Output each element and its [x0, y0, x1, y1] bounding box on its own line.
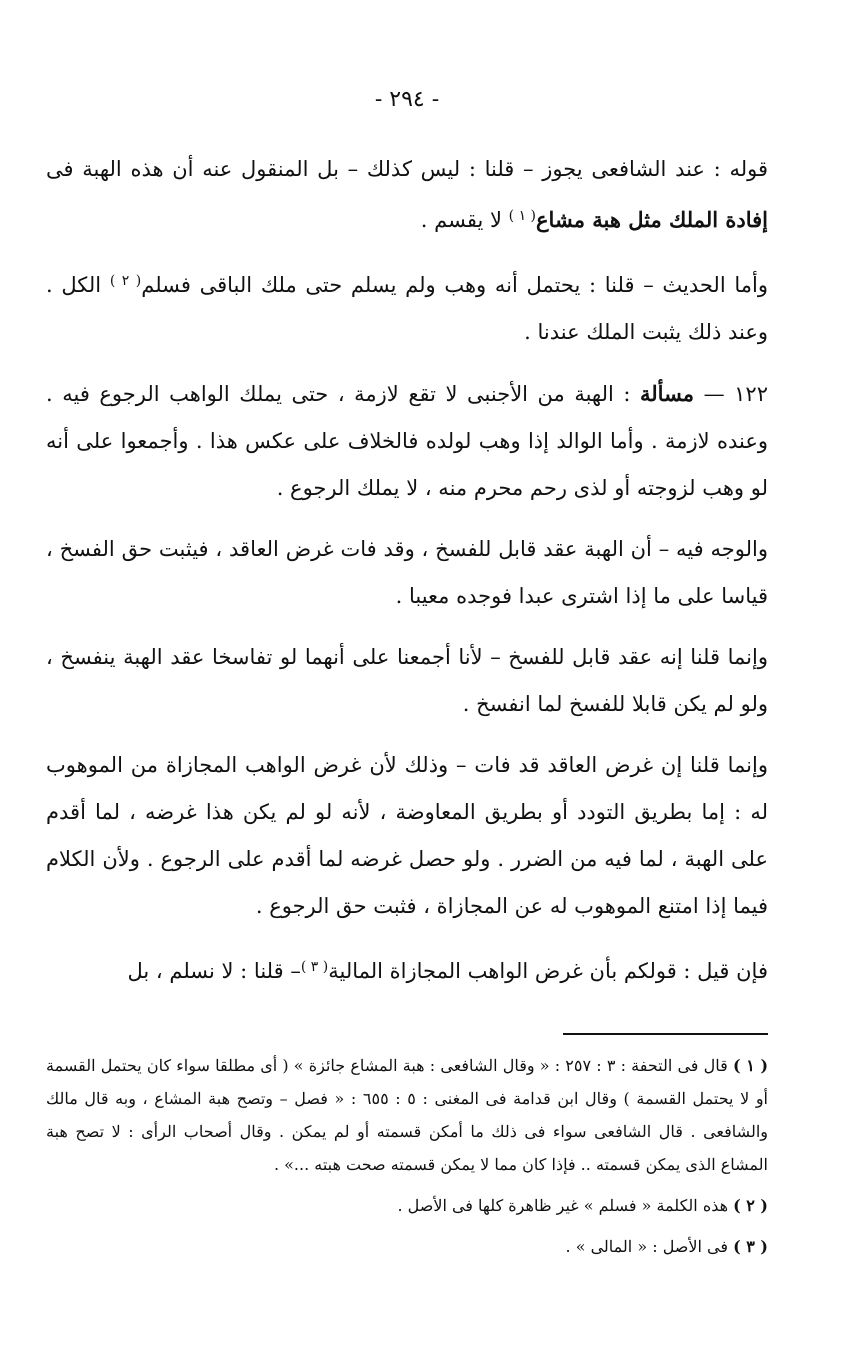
paragraph-1 — [46, 146, 768, 244]
paragraph-7 — [46, 944, 768, 995]
paragraph-1-text-b: لا يقسم . — [420, 208, 509, 232]
footnote-1 — [46, 1049, 768, 1181]
footnote-ref-1: ( ١ ) — [508, 208, 537, 224]
paragraph-7-text-b: – قلنا : لا نسلم ، بل — [127, 959, 301, 983]
footnote-3-mark: ( ٣ ) — [733, 1237, 768, 1256]
footnote-ref-2: ( ٢ ) — [109, 273, 142, 289]
paragraph-5: وإنما قلنا إنه عقد قابل للفسخ – لأنا أجمعنا على أنهما لو تفاسخا عقد الهبة ينفسخ ، ولو لم يكن قابلا للفسخ لما انفسخ . — [46, 645, 768, 716]
paragraph-1-bold: إفادة الملك مثل هبة مشاع — [536, 207, 768, 232]
paragraph-7-text-a: فإن قيل : قولكم بأن غرض الواهب المجازاة المالية — [328, 959, 768, 983]
footnote-2-text: هذه الكلمة « فسلم » غير ظاهرة كلها فى الأصل . — [397, 1196, 734, 1215]
footnote-2 — [46, 1189, 768, 1222]
main-text — [46, 146, 768, 995]
paragraph-1-text-a: قوله : عند الشافعى يجوز – قلنا : ليس كذلك – بل المنقول عنه أن هذه الهبة فى — [46, 157, 768, 181]
issue-heading: مسألة — [640, 381, 695, 406]
paragraph-6: وإنما قلنا إن غرض العاقد قد فات – وذلك لأن غرض الواهب المجازاة من الموهوب له : إما بطريق التودد أو بطريق المعاوضة ، لأنه لو لم يكن هذا غرضه ، لما أقدم على الهبة ، لما فيه من الضرر . ولو حصل غرضه لما أقدم على الرجوع . ولأن الكلام فيما إذا امتنع الموهوب له عن المجازاة ، فثبت حق الرجوع . — [46, 753, 768, 918]
footnote-1-mark: ( ١ ) — [732, 1056, 769, 1075]
page-number: - ٢٩٤ - — [374, 87, 440, 112]
issue-number: ١٢٢ — — [694, 382, 768, 406]
paragraph-3 — [46, 370, 768, 512]
footnote-separator — [563, 1033, 768, 1035]
footnote-ref-3: ( ٣ ) — [300, 959, 329, 975]
footnote-3-text: فى الأصل : « المالى » . — [565, 1237, 734, 1256]
footnotes — [46, 1049, 768, 1263]
paragraph-3-text: : الهبة من الأجنبى لا تقع لازمة ، حتى يملك الواهب الرجوع فيه . وعنده لازمة . وأما الوالد إذا وهب لولده فالخلاف على عكس هذا . وأجمعوا على أنه لو وهب لزوجته أو لذى رحم محرم منه ، لا يملك الرجوع . — [46, 382, 768, 500]
paragraph-2-text-b: الكل . وعند ذلك يثبت الملك عندنا . — [46, 273, 768, 344]
paragraph-4: والوجه فيه – أن الهبة عقد قابل للفسخ ، وقد فات غرض العاقد ، فيثبت حق الفسخ ، قياسا على ما إذا اشترى عبدا فوجده معيبا . — [46, 537, 768, 608]
paragraph-2 — [46, 258, 768, 356]
paragraph-2-text-a: وأما الحديث – قلنا : يحتمل أنه وهب ولم يسلم حتى ملك الباقى فسلم — [141, 273, 768, 297]
footnote-2-mark: ( ٢ ) — [733, 1196, 768, 1215]
footnote-3 — [46, 1230, 768, 1263]
footnote-1-text: قال فى التحفة : ٣ : ٢٥٧ : « وقال الشافعى : هبة المشاع جائزة » ( أى مطلقا سواء كان يحتمل القسمة أو لا يحتمل القسمة ) وقال ابن قدامة فى المغنى : ٥ : ٦٥٥ : « فصل – وتصح هبة المشاع ، وبه قال مالك والشافعى . قال الشافعى سواء فى ذلك ما أمكن قسمته أو لم يمكن . وقال أصحاب الرأى : لا تصح هبة المشاع الذى يمكن قسمته .. فإذا كان مما لا يمكن قسمته صحت هبته ...» . — [46, 1056, 768, 1174]
book-page — [46, 80, 768, 1320]
